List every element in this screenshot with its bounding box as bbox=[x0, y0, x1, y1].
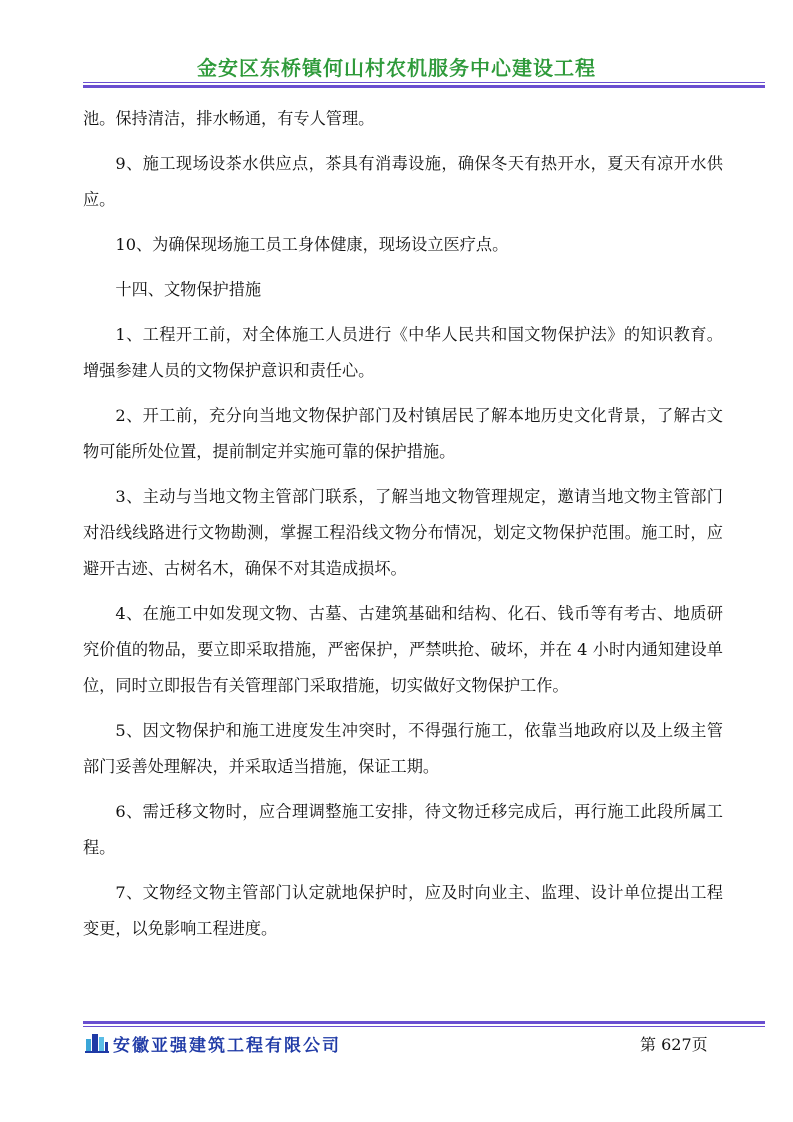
paragraph: 5、因文物保护和施工进度发生冲突时，不得强行施工，依靠当地政府以及上级主管部门妥善处理解决，并采取适当措施，保证工期。 bbox=[83, 721, 723, 776]
paragraph: 10、为确保现场施工员工身体健康，现场设立医疗点。 bbox=[115, 235, 509, 254]
paragraph: 1、工程开工前，对全体施工人员进行《中华人民共和国文物保护法》的知识教育。增强参建人员的文物保护意识和责任心。 bbox=[83, 325, 723, 380]
paragraph: 池。保持清洁，排水畅通，有专人管理。 bbox=[83, 109, 375, 128]
building-icon bbox=[85, 1031, 109, 1053]
header-divider-thin bbox=[83, 82, 765, 83]
paragraph: 6、需迁移文物时，应合理调整施工安排，待文物迁移完成后，再行施工此段所属工程。 bbox=[83, 802, 723, 857]
paragraph: 3、主动与当地文物主管部门联系，了解当地文物管理规定，邀请当地文物主管部门对沿线线路进行文物勘测，掌握工程沿线文物分布情况，划定文物保护范围。施工时，应避开古迹、古树名木，确保不对其造成损坏。 bbox=[83, 487, 723, 578]
document-body bbox=[83, 101, 723, 956]
page-number: 第 627页 bbox=[640, 1035, 708, 1054]
paragraph: 7、文物经文物主管部门认定就地保护时，应及时向业主、监理、设计单位提出工程变更，以免影响工程进度。 bbox=[83, 883, 723, 938]
footer-company-name: 安徽亚强建筑工程有限公司 bbox=[113, 1036, 341, 1056]
page-header-title: 金安区东桥镇何山村农机服务中心建设工程 bbox=[197, 56, 596, 80]
paragraph: 十四、文物保护措施 bbox=[115, 280, 262, 299]
paragraph: 4、在施工中如发现文物、古墓、古建筑基础和结构、化石、钱币等有考古、地质研究价值的物品，要立即采取措施，严密保护，严禁哄抢、破坏，并在 4 小时内通知建设单位，同时立即报告有关管理部门采取措施，切实做好文物保护工作。 bbox=[83, 604, 723, 695]
header-divider-thick bbox=[83, 85, 765, 88]
footer-divider-thick bbox=[83, 1021, 765, 1024]
footer-divider-thin bbox=[83, 1026, 765, 1027]
paragraph: 9、施工现场设茶水供应点，茶具有消毒设施，确保冬天有热开水，夏天有凉开水供应。 bbox=[83, 154, 723, 209]
paragraph: 2、开工前，充分向当地文物保护部门及村镇居民了解本地历史文化背景，了解古文物可能所处位置，提前制定并实施可靠的保护措施。 bbox=[83, 406, 723, 461]
